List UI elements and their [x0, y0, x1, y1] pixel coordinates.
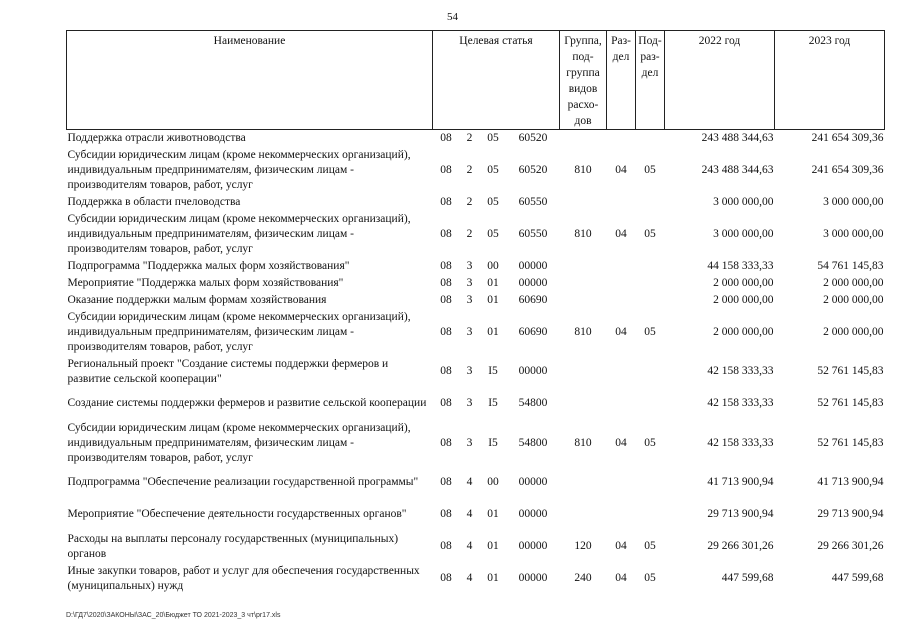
- subsection-code: 05: [644, 325, 656, 338]
- target-program-code: 08: [440, 276, 452, 289]
- row-name: Мероприятие "Обеспечение деятельности государственных органов": [67, 508, 407, 520]
- header-year-2022: 2022 год: [665, 31, 775, 130]
- section-code: 04: [615, 325, 627, 338]
- table-row: [67, 258, 885, 275]
- target-direction-code: 60550: [518, 195, 548, 208]
- subsection-code: [636, 467, 665, 499]
- target-subprogram-code: 4: [466, 572, 473, 584]
- target-direction-code: 00000: [518, 476, 548, 488]
- expense-group-code: [560, 356, 607, 388]
- target-subprogram-code: 3: [466, 325, 473, 338]
- table-row: [67, 467, 885, 499]
- amount-2023: 52 761 145,83: [817, 397, 884, 409]
- target-program-code: 08: [440, 325, 452, 338]
- section-code: [607, 258, 636, 275]
- subsection-code: [636, 130, 665, 147]
- target-activity-code: 01: [487, 325, 499, 338]
- expense-group-code: [560, 275, 607, 292]
- amount-2023: 2 000 000,00: [823, 325, 884, 338]
- amount-2023: 2 000 000,00: [823, 293, 884, 306]
- subsection-code: [636, 292, 665, 309]
- subsection-code: [636, 258, 665, 275]
- target-direction-code: 60550: [518, 227, 548, 240]
- target-program-code: 08: [440, 476, 452, 488]
- expense-group-code: [560, 499, 607, 531]
- amount-2022: 42 158 333,33: [707, 397, 774, 409]
- amount-2022: 44 158 333,33: [707, 259, 774, 272]
- section-code: [607, 292, 636, 309]
- section-code: 04: [615, 163, 627, 176]
- subsection-code: 05: [644, 227, 656, 240]
- expense-group-code: 810: [574, 436, 592, 449]
- target-program-code: 08: [440, 540, 452, 552]
- target-direction-code: 60520: [518, 163, 548, 176]
- section-code: [607, 356, 636, 388]
- header-target-article: Целевая статья: [433, 31, 560, 130]
- row-name: Субсидии юридическим лицам (кроме некоммерческих организаций), индивидуальным предпринимателям, физическим лицам - производителям товаров, работ, услуг: [67, 310, 411, 353]
- header-subsection: Под-раз-дел: [636, 31, 665, 130]
- target-activity-code: 01: [487, 540, 499, 552]
- target-program-code: 08: [440, 397, 452, 409]
- row-name: Оказание поддержки малым формам хозяйствования: [67, 293, 327, 306]
- table-row: [67, 499, 885, 531]
- amount-2023: 41 713 900,94: [817, 476, 884, 488]
- target-direction-code: 54800: [518, 397, 548, 409]
- target-direction-code: 00000: [518, 572, 548, 584]
- table-row: [67, 531, 885, 563]
- expense-group-code: [560, 258, 607, 275]
- target-direction-code: 60690: [518, 293, 548, 306]
- section-code: [607, 130, 636, 147]
- target-subprogram-code: 2: [466, 131, 473, 144]
- amount-2023: 3 000 000,00: [823, 195, 884, 208]
- target-activity-code: I5: [488, 436, 498, 449]
- amount-2023: 29 713 900,94: [817, 508, 884, 520]
- section-code: [607, 467, 636, 499]
- section-code: [607, 388, 636, 420]
- amount-2022: 29 266 301,26: [707, 540, 774, 552]
- row-name: Субсидии юридическим лицам (кроме некоммерческих организаций), индивидуальным предпринимателям, физическим лицам - производителям товаров, работ, услуг: [67, 212, 411, 255]
- target-program-code: 08: [440, 131, 452, 144]
- row-name: Поддержка в области пчеловодства: [67, 195, 241, 208]
- target-activity-code: 05: [487, 163, 499, 176]
- target-direction-code: 54800: [518, 436, 548, 449]
- header-name: Наименование: [67, 31, 433, 130]
- section-code: [607, 194, 636, 211]
- target-direction-code: 00000: [518, 276, 548, 289]
- expense-group-code: 120: [574, 540, 592, 552]
- subsection-code: [636, 275, 665, 292]
- table-row: [67, 563, 885, 595]
- target-subprogram-code: 3: [466, 293, 473, 306]
- subsection-code: [636, 356, 665, 388]
- subsection-code: 05: [644, 572, 656, 584]
- target-direction-code: 60520: [518, 131, 548, 144]
- target-program-code: 08: [440, 195, 452, 208]
- expense-group-code: 810: [574, 227, 592, 240]
- amount-2023: 52 761 145,83: [817, 365, 884, 377]
- table-header-row: [67, 31, 885, 130]
- expense-group-code: [560, 292, 607, 309]
- amount-2022: 41 713 900,94: [707, 476, 774, 488]
- target-activity-code: 01: [487, 293, 499, 306]
- amount-2023: 241 654 309,36: [811, 131, 884, 144]
- budget-table: [66, 30, 885, 595]
- amount-2023: 2 000 000,00: [823, 276, 884, 289]
- section-code: [607, 499, 636, 531]
- amount-2023: 241 654 309,36: [811, 163, 884, 176]
- amount-2023: 54 761 145,83: [817, 259, 884, 272]
- target-subprogram-code: 3: [466, 397, 473, 409]
- expense-group-code: 810: [574, 325, 592, 338]
- row-name: Иные закупки товаров, работ и услуг для обеспечения государственных (муниципальных) нужд: [67, 564, 420, 592]
- header-year-2023: 2023 год: [775, 31, 885, 130]
- page-number: 54: [447, 11, 458, 23]
- section-code: [607, 275, 636, 292]
- target-subprogram-code: 2: [466, 195, 473, 208]
- subsection-code: 05: [644, 540, 656, 552]
- target-activity-code: 05: [487, 131, 499, 144]
- row-name: Создание системы поддержки фермеров и развитие сельской кооперации: [67, 397, 427, 409]
- amount-2022: 3 000 000,00: [713, 195, 774, 208]
- table-row: [67, 356, 885, 388]
- target-subprogram-code: 2: [466, 163, 473, 176]
- target-subprogram-code: 4: [466, 508, 473, 520]
- amount-2022: 2 000 000,00: [713, 293, 774, 306]
- target-subprogram-code: 3: [466, 259, 473, 272]
- target-subprogram-code: 4: [466, 540, 473, 552]
- target-program-code: 08: [440, 365, 452, 377]
- subsection-code: 05: [644, 436, 656, 449]
- target-activity-code: 05: [487, 227, 499, 240]
- target-subprogram-code: 2: [466, 227, 473, 240]
- expense-group-code: [560, 467, 607, 499]
- row-name: Мероприятие "Поддержка малых форм хозяйствования": [67, 276, 344, 289]
- target-subprogram-code: 3: [466, 276, 473, 289]
- subsection-code: [636, 194, 665, 211]
- expense-group-code: [560, 194, 607, 211]
- row-name: Региональный проект "Создание системы поддержки фермеров и развитие сельской кооперации": [67, 357, 389, 385]
- target-subprogram-code: 3: [466, 365, 473, 377]
- section-code: 04: [615, 436, 627, 449]
- amount-2022: 447 599,68: [721, 572, 774, 584]
- amount-2023: 3 000 000,00: [823, 227, 884, 240]
- amount-2022: 243 488 344,63: [701, 131, 774, 144]
- table-body: [67, 130, 885, 595]
- subsection-code: [636, 388, 665, 420]
- amount-2023: 52 761 145,83: [817, 436, 884, 449]
- section-code: 04: [615, 572, 627, 584]
- table-row: [67, 309, 885, 356]
- amount-2023: 447 599,68: [831, 572, 884, 584]
- target-activity-code: 05: [487, 195, 499, 208]
- amount-2022: 2 000 000,00: [713, 325, 774, 338]
- target-direction-code: 60690: [518, 325, 548, 338]
- section-code: 04: [615, 227, 627, 240]
- target-activity-code: 01: [487, 276, 499, 289]
- expense-group-code: [560, 130, 607, 147]
- target-subprogram-code: 4: [466, 476, 473, 488]
- table-row: [67, 388, 885, 420]
- file-path-footer: D:\ГД7\2020\ЗАКОНЫ\ЗАС_20\Бюджет ТО 2021-2023_3 чт\pr17.xls: [66, 612, 281, 619]
- table-row: [67, 130, 885, 147]
- row-name: Расходы на выплаты персоналу государственных (муниципальных) органов: [67, 532, 399, 560]
- row-name: Подпрограмма "Поддержка малых форм хозяйствования": [67, 259, 350, 272]
- header-expense-group: Группа, под-группа видов расхо-дов: [560, 31, 607, 130]
- target-activity-code: I5: [488, 397, 498, 409]
- amount-2022: 42 158 333,33: [707, 365, 774, 377]
- amount-2022: 243 488 344,63: [701, 163, 774, 176]
- target-program-code: 08: [440, 436, 452, 449]
- subsection-code: 05: [644, 163, 656, 176]
- target-program-code: 08: [440, 227, 452, 240]
- table-row: [67, 147, 885, 194]
- target-program-code: 08: [440, 163, 452, 176]
- target-direction-code: 00000: [518, 259, 548, 272]
- table-row: [67, 420, 885, 467]
- target-activity-code: 00: [487, 476, 499, 488]
- subsection-code: [636, 499, 665, 531]
- section-code: 04: [615, 540, 627, 552]
- target-program-code: 08: [440, 259, 452, 272]
- target-program-code: 08: [440, 508, 452, 520]
- table-row: [67, 211, 885, 258]
- row-name: Поддержка отрасли животноводства: [67, 131, 246, 144]
- table-row: [67, 292, 885, 309]
- target-program-code: 08: [440, 293, 452, 306]
- expense-group-code: 810: [574, 163, 592, 176]
- table-row: [67, 194, 885, 211]
- row-name: Субсидии юридическим лицам (кроме некоммерческих организаций), индивидуальным предпринимателям, физическим лицам - производителям товаров, работ, услуг: [67, 421, 411, 464]
- target-activity-code: 00: [487, 259, 499, 272]
- target-direction-code: 00000: [518, 540, 548, 552]
- target-program-code: 08: [440, 572, 452, 584]
- row-name: Субсидии юридическим лицам (кроме некоммерческих организаций), индивидуальным предпринимателям, физическим лицам - производителям товаров, работ, услуг: [67, 148, 411, 191]
- row-name: Подпрограмма "Обеспечение реализации государственной программы": [67, 476, 419, 488]
- amount-2022: 3 000 000,00: [713, 227, 774, 240]
- target-activity-code: I5: [488, 365, 498, 377]
- target-direction-code: 00000: [518, 508, 548, 520]
- table-row: [67, 275, 885, 292]
- header-section: Раз-дел: [607, 31, 636, 130]
- amount-2022: 2 000 000,00: [713, 276, 774, 289]
- expense-group-code: 240: [574, 572, 592, 584]
- amount-2022: 42 158 333,33: [707, 436, 774, 449]
- target-subprogram-code: 3: [466, 436, 473, 449]
- expense-group-code: [560, 388, 607, 420]
- amount-2022: 29 713 900,94: [707, 508, 774, 520]
- target-activity-code: 01: [487, 508, 499, 520]
- target-direction-code: 00000: [518, 365, 548, 377]
- target-activity-code: 01: [487, 572, 499, 584]
- amount-2023: 29 266 301,26: [817, 540, 884, 552]
